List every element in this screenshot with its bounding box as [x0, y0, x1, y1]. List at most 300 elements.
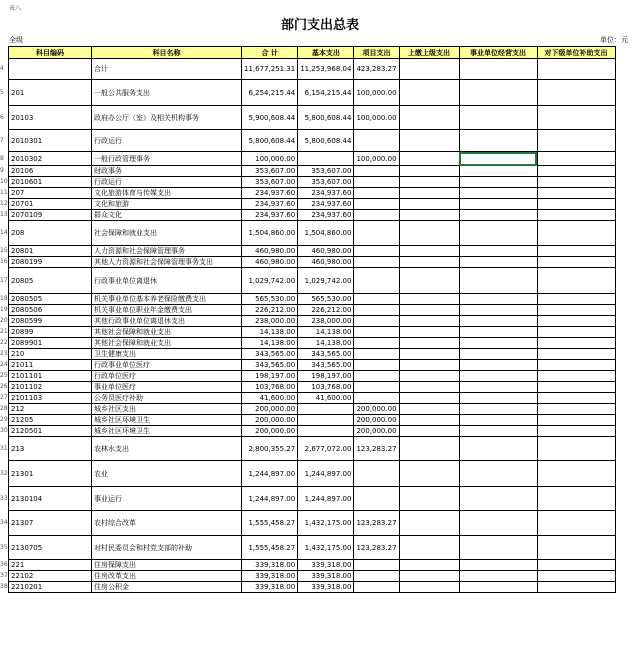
cell-project[interactable]: 100,000.00: [354, 106, 399, 130]
cell-basic[interactable]: 234,937.60: [298, 210, 354, 221]
cell-project[interactable]: [354, 371, 399, 382]
cell-code[interactable]: 20801: [9, 246, 92, 257]
cell-business[interactable]: [459, 166, 537, 177]
cell-remit[interactable]: [399, 59, 459, 80]
cell-basic[interactable]: [298, 426, 354, 437]
row-number[interactable]: 24: [0, 361, 8, 368]
cell-name[interactable]: 机关事业单位基本养老保险缴费支出: [92, 294, 242, 305]
cell-code[interactable]: 210: [9, 349, 92, 360]
cell-code[interactable]: 20805: [9, 268, 92, 294]
cell-subsidy[interactable]: [537, 338, 615, 349]
row-number[interactable]: 8: [0, 154, 4, 162]
cell-project[interactable]: [354, 294, 399, 305]
cell-total[interactable]: 5,900,608.44: [242, 106, 298, 130]
cell-code[interactable]: 2010601: [9, 177, 92, 188]
row-number[interactable]: 29: [0, 416, 8, 423]
cell-name[interactable]: 住房保障支出: [92, 560, 242, 571]
cell-project[interactable]: [354, 130, 399, 152]
cell-project[interactable]: 123,283.27: [354, 536, 399, 560]
row-number[interactable]: 20: [0, 317, 8, 324]
cell-remit[interactable]: [399, 338, 459, 349]
row-number[interactable]: 9: [0, 167, 4, 174]
cell-name[interactable]: 农村综合改革: [92, 511, 242, 536]
cell-basic[interactable]: 1,029,742.00: [298, 268, 354, 294]
cell-project[interactable]: 423,283.27: [354, 59, 399, 80]
cell-subsidy[interactable]: [537, 221, 615, 246]
cell-name[interactable]: 农业: [92, 461, 242, 487]
cell-basic[interactable]: [298, 415, 354, 426]
cell-remit[interactable]: [399, 221, 459, 246]
cell-subsidy[interactable]: [537, 268, 615, 294]
cell-remit[interactable]: [399, 511, 459, 536]
cell-total[interactable]: 460,980.00: [242, 257, 298, 268]
cell-code[interactable]: [9, 59, 92, 80]
cell-code[interactable]: 2080199: [9, 257, 92, 268]
cell-subsidy[interactable]: [537, 305, 615, 316]
cell-total[interactable]: 339,318.00: [242, 560, 298, 571]
cell-name[interactable]: 行政事业单位离退休: [92, 268, 242, 294]
cell-name[interactable]: 其他社会保障和就业支出: [92, 338, 242, 349]
cell-total[interactable]: 339,318.00: [242, 582, 298, 593]
cell-project[interactable]: 123,283.27: [354, 437, 399, 461]
cell-project[interactable]: 200,000.00: [354, 426, 399, 437]
cell-project[interactable]: [354, 246, 399, 257]
cell-basic[interactable]: 1,432,175.00: [298, 511, 354, 536]
cell-code[interactable]: 2101102: [9, 382, 92, 393]
cell-project[interactable]: [354, 257, 399, 268]
cell-business[interactable]: [459, 582, 537, 593]
cell-code[interactable]: 22102: [9, 571, 92, 582]
row-number[interactable]: 36: [0, 561, 8, 568]
cell-code[interactable]: 2101101: [9, 371, 92, 382]
cell-subsidy[interactable]: [537, 415, 615, 426]
cell-name[interactable]: 群众文化: [92, 210, 242, 221]
cell-business[interactable]: [459, 393, 537, 404]
cell-code[interactable]: 2130104: [9, 487, 92, 511]
row-number[interactable]: 35: [0, 543, 8, 551]
cell-project[interactable]: [354, 360, 399, 371]
cell-business[interactable]: [459, 327, 537, 338]
cell-business[interactable]: [459, 177, 537, 188]
cell-basic[interactable]: 353,607.00: [298, 177, 354, 188]
cell-code[interactable]: 2130705: [9, 536, 92, 560]
cell-remit[interactable]: [399, 106, 459, 130]
cell-total[interactable]: 11,677,251.31: [242, 59, 298, 80]
cell-subsidy[interactable]: [537, 246, 615, 257]
row-number[interactable]: 30: [0, 427, 8, 434]
row-number[interactable]: 26: [0, 383, 8, 390]
cell-basic[interactable]: 460,980.00: [298, 246, 354, 257]
cell-business[interactable]: [459, 152, 537, 166]
cell-code[interactable]: 221: [9, 560, 92, 571]
cell-business[interactable]: [459, 106, 537, 130]
cell-subsidy[interactable]: [537, 199, 615, 210]
cell-total[interactable]: 103,768.00: [242, 382, 298, 393]
cell-code[interactable]: 21205: [9, 415, 92, 426]
cell-basic[interactable]: 339,318.00: [298, 560, 354, 571]
cell-project[interactable]: [354, 177, 399, 188]
cell-name[interactable]: 社会保障和就业支出: [92, 221, 242, 246]
cell-name[interactable]: 机关事业单位职业年金缴费支出: [92, 305, 242, 316]
header-subsidy[interactable]: 对下级单位补助支出: [537, 47, 615, 59]
cell-total[interactable]: 100,000.00: [242, 152, 298, 166]
cell-basic[interactable]: 339,318.00: [298, 582, 354, 593]
cell-project[interactable]: [354, 188, 399, 199]
cell-remit[interactable]: [399, 257, 459, 268]
row-number[interactable]: 5: [0, 88, 4, 96]
cell-project[interactable]: [354, 560, 399, 571]
cell-business[interactable]: [459, 415, 537, 426]
cell-remit[interactable]: [399, 246, 459, 257]
cell-business[interactable]: [459, 188, 537, 199]
row-number[interactable]: 11: [0, 189, 8, 196]
cell-project[interactable]: [354, 166, 399, 177]
cell-code[interactable]: 2210201: [9, 582, 92, 593]
cell-total[interactable]: 200,000.00: [242, 426, 298, 437]
cell-subsidy[interactable]: [537, 487, 615, 511]
cell-remit[interactable]: [399, 130, 459, 152]
cell-remit[interactable]: [399, 437, 459, 461]
cell-total[interactable]: 339,318.00: [242, 571, 298, 582]
cell-code[interactable]: 2010302: [9, 152, 92, 166]
row-number[interactable]: 23: [0, 350, 8, 357]
cell-code[interactable]: 213: [9, 437, 92, 461]
cell-basic[interactable]: 5,800,608.44: [298, 106, 354, 130]
cell-project[interactable]: [354, 210, 399, 221]
cell-code[interactable]: 2080505: [9, 294, 92, 305]
cell-business[interactable]: [459, 59, 537, 80]
cell-project[interactable]: [354, 338, 399, 349]
cell-basic[interactable]: 1,244,897.00: [298, 487, 354, 511]
row-number[interactable]: 14: [0, 229, 8, 236]
cell-name[interactable]: 财政事务: [92, 166, 242, 177]
cell-basic[interactable]: 339,318.00: [298, 571, 354, 582]
cell-remit[interactable]: [399, 177, 459, 188]
cell-project[interactable]: [354, 393, 399, 404]
cell-name[interactable]: 其他人力资源和社会保障管理事务支出: [92, 257, 242, 268]
row-number[interactable]: 15: [0, 247, 8, 254]
cell-project[interactable]: [354, 349, 399, 360]
cell-basic[interactable]: 14,138.00: [298, 327, 354, 338]
row-number[interactable]: 6: [0, 113, 4, 121]
cell-project[interactable]: [354, 268, 399, 294]
cell-remit[interactable]: [399, 305, 459, 316]
cell-remit[interactable]: [399, 487, 459, 511]
header-total[interactable]: 合 计: [242, 47, 298, 59]
row-number[interactable]: 21: [0, 328, 8, 335]
cell-business[interactable]: [459, 360, 537, 371]
cell-project[interactable]: 200,000.00: [354, 415, 399, 426]
cell-code[interactable]: 2070109: [9, 210, 92, 221]
cell-remit[interactable]: [399, 393, 459, 404]
cell-total[interactable]: 1,244,897.00: [242, 461, 298, 487]
cell-business[interactable]: [459, 536, 537, 560]
cell-project[interactable]: [354, 571, 399, 582]
row-number[interactable]: 16: [0, 258, 8, 265]
cell-subsidy[interactable]: [537, 536, 615, 560]
cell-code[interactable]: 2080599: [9, 316, 92, 327]
cell-subsidy[interactable]: [537, 349, 615, 360]
cell-name[interactable]: 事业单位医疗: [92, 382, 242, 393]
cell-name[interactable]: 政府办公厅（室）及相关机构事务: [92, 106, 242, 130]
cell-code[interactable]: 20899: [9, 327, 92, 338]
cell-code[interactable]: 21307: [9, 511, 92, 536]
cell-project[interactable]: [354, 382, 399, 393]
cell-name[interactable]: 其他社会保障和就业支出: [92, 327, 242, 338]
cell-code[interactable]: 20106: [9, 166, 92, 177]
cell-total[interactable]: 198,197.00: [242, 371, 298, 382]
cell-basic[interactable]: [298, 404, 354, 415]
header-basic[interactable]: 基本支出: [298, 47, 354, 59]
cell-basic[interactable]: 353,607.00: [298, 166, 354, 177]
cell-subsidy[interactable]: [537, 437, 615, 461]
cell-basic[interactable]: 238,000.00: [298, 316, 354, 327]
cell-name[interactable]: 城乡社区支出: [92, 404, 242, 415]
cell-subsidy[interactable]: [537, 560, 615, 571]
cell-subsidy[interactable]: [537, 327, 615, 338]
cell-total[interactable]: 41,600.00: [242, 393, 298, 404]
cell-remit[interactable]: [399, 371, 459, 382]
cell-basic[interactable]: [298, 152, 354, 166]
cell-name[interactable]: 文化和旅游: [92, 199, 242, 210]
cell-subsidy[interactable]: [537, 404, 615, 415]
cell-total[interactable]: 200,000.00: [242, 415, 298, 426]
cell-total[interactable]: 5,800,608.44: [242, 130, 298, 152]
header-remit[interactable]: 上缴上级支出: [399, 47, 459, 59]
cell-basic[interactable]: 460,980.00: [298, 257, 354, 268]
cell-basic[interactable]: 343,565.00: [298, 349, 354, 360]
row-number[interactable]: 19: [0, 306, 8, 313]
row-number[interactable]: 37: [0, 572, 8, 579]
row-number[interactable]: 33: [0, 494, 8, 502]
cell-name[interactable]: 住房改革支出: [92, 571, 242, 582]
cell-remit[interactable]: [399, 327, 459, 338]
cell-total[interactable]: 234,937.60: [242, 199, 298, 210]
cell-business[interactable]: [459, 199, 537, 210]
header-name[interactable]: 科目名称: [92, 47, 242, 59]
row-number[interactable]: 17: [0, 276, 8, 284]
cell-basic[interactable]: 2,677,072.00: [298, 437, 354, 461]
cell-code[interactable]: 201: [9, 80, 92, 106]
cell-code[interactable]: 2010301: [9, 130, 92, 152]
cell-total[interactable]: 1,244,897.00: [242, 487, 298, 511]
cell-subsidy[interactable]: [537, 461, 615, 487]
cell-business[interactable]: [459, 210, 537, 221]
cell-total[interactable]: 6,254,215.44: [242, 80, 298, 106]
cell-business[interactable]: [459, 404, 537, 415]
cell-remit[interactable]: [399, 415, 459, 426]
row-number[interactable]: 32: [0, 469, 8, 477]
cell-remit[interactable]: [399, 582, 459, 593]
cell-code[interactable]: 2101103: [9, 393, 92, 404]
cell-total[interactable]: 1,504,860.00: [242, 221, 298, 246]
cell-total[interactable]: 1,029,742.00: [242, 268, 298, 294]
cell-total[interactable]: 353,607.00: [242, 166, 298, 177]
row-number[interactable]: 13: [0, 211, 8, 218]
cell-code[interactable]: 2120501: [9, 426, 92, 437]
cell-subsidy[interactable]: [537, 80, 615, 106]
cell-business[interactable]: [459, 560, 537, 571]
cell-total[interactable]: 343,565.00: [242, 349, 298, 360]
cell-basic[interactable]: 41,600.00: [298, 393, 354, 404]
cell-name[interactable]: 行政运行: [92, 177, 242, 188]
cell-basic[interactable]: 234,937.60: [298, 188, 354, 199]
cell-subsidy[interactable]: [537, 371, 615, 382]
cell-code[interactable]: 21301: [9, 461, 92, 487]
cell-business[interactable]: [459, 437, 537, 461]
cell-total[interactable]: 565,530.00: [242, 294, 298, 305]
cell-business[interactable]: [459, 571, 537, 582]
cell-remit[interactable]: [399, 536, 459, 560]
cell-total[interactable]: 14,138.00: [242, 327, 298, 338]
cell-basic[interactable]: 226,212.00: [298, 305, 354, 316]
header-project[interactable]: 项目支出: [354, 47, 399, 59]
cell-basic[interactable]: 234,937.60: [298, 199, 354, 210]
cell-name[interactable]: 城乡社区环境卫生: [92, 415, 242, 426]
row-number[interactable]: 7: [0, 136, 4, 144]
cell-total[interactable]: 460,980.00: [242, 246, 298, 257]
cell-remit[interactable]: [399, 349, 459, 360]
cell-name[interactable]: 其他行政事业单位离退休支出: [92, 316, 242, 327]
cell-name[interactable]: 事业运行: [92, 487, 242, 511]
cell-remit[interactable]: [399, 188, 459, 199]
cell-project[interactable]: [354, 221, 399, 246]
cell-remit[interactable]: [399, 382, 459, 393]
cell-basic[interactable]: 5,800,608.44: [298, 130, 354, 152]
cell-subsidy[interactable]: [537, 316, 615, 327]
cell-project[interactable]: [354, 316, 399, 327]
cell-code[interactable]: 20103: [9, 106, 92, 130]
cell-remit[interactable]: [399, 571, 459, 582]
row-number[interactable]: 27: [0, 394, 8, 401]
cell-name[interactable]: 对村民委员会和村党支部的补助: [92, 536, 242, 560]
cell-total[interactable]: 226,212.00: [242, 305, 298, 316]
cell-name[interactable]: 文化旅游体育与传媒支出: [92, 188, 242, 199]
cell-remit[interactable]: [399, 152, 459, 166]
row-number[interactable]: 31: [0, 444, 8, 452]
cell-business[interactable]: [459, 80, 537, 106]
cell-total[interactable]: 234,937.60: [242, 210, 298, 221]
cell-basic[interactable]: 1,244,897.00: [298, 461, 354, 487]
row-number[interactable]: 18: [0, 295, 8, 302]
cell-basic[interactable]: 103,768.00: [298, 382, 354, 393]
cell-basic[interactable]: 343,565.00: [298, 360, 354, 371]
cell-subsidy[interactable]: [537, 152, 615, 166]
cell-subsidy[interactable]: [537, 106, 615, 130]
cell-project[interactable]: 200,000.00: [354, 404, 399, 415]
cell-business[interactable]: [459, 221, 537, 246]
cell-subsidy[interactable]: [537, 257, 615, 268]
cell-subsidy[interactable]: [537, 426, 615, 437]
cell-business[interactable]: [459, 382, 537, 393]
cell-remit[interactable]: [399, 199, 459, 210]
cell-total[interactable]: 1,555,458.27: [242, 536, 298, 560]
cell-subsidy[interactable]: [537, 382, 615, 393]
cell-project[interactable]: 100,000.00: [354, 152, 399, 166]
cell-subsidy[interactable]: [537, 511, 615, 536]
cell-basic[interactable]: 1,504,860.00: [298, 221, 354, 246]
cell-remit[interactable]: [399, 210, 459, 221]
cell-code[interactable]: 207: [9, 188, 92, 199]
cell-name[interactable]: 卫生健康支出: [92, 349, 242, 360]
cell-business[interactable]: [459, 316, 537, 327]
cell-remit[interactable]: [399, 166, 459, 177]
cell-basic[interactable]: 11,253,968.04: [298, 59, 354, 80]
cell-name[interactable]: 合计: [92, 59, 242, 80]
cell-remit[interactable]: [399, 268, 459, 294]
cell-subsidy[interactable]: [537, 166, 615, 177]
cell-business[interactable]: [459, 371, 537, 382]
cell-name[interactable]: 人力资源和社会保障管理事务: [92, 246, 242, 257]
cell-subsidy[interactable]: [537, 210, 615, 221]
cell-total[interactable]: 2,800,355.27: [242, 437, 298, 461]
cell-subsidy[interactable]: [537, 177, 615, 188]
cell-code[interactable]: 21011: [9, 360, 92, 371]
cell-basic[interactable]: 1,432,175.00: [298, 536, 354, 560]
cell-business[interactable]: [459, 130, 537, 152]
cell-subsidy[interactable]: [537, 188, 615, 199]
cell-remit[interactable]: [399, 461, 459, 487]
cell-project[interactable]: 123,283.27: [354, 511, 399, 536]
cell-subsidy[interactable]: [537, 59, 615, 80]
row-number[interactable]: 28: [0, 405, 8, 412]
cell-total[interactable]: 343,565.00: [242, 360, 298, 371]
cell-name[interactable]: 公务员医疗补助: [92, 393, 242, 404]
cell-total[interactable]: 1,555,458.27: [242, 511, 298, 536]
header-business[interactable]: 事业单位经营支出: [459, 47, 537, 59]
row-number[interactable]: 34: [0, 519, 8, 526]
cell-code[interactable]: 208: [9, 221, 92, 246]
cell-name[interactable]: 城乡社区环境卫生: [92, 426, 242, 437]
cell-code[interactable]: 212: [9, 404, 92, 415]
cell-project[interactable]: [354, 582, 399, 593]
cell-subsidy[interactable]: [537, 393, 615, 404]
cell-remit[interactable]: [399, 360, 459, 371]
cell-subsidy[interactable]: [537, 130, 615, 152]
cell-basic[interactable]: 14,138.00: [298, 338, 354, 349]
cell-business[interactable]: [459, 461, 537, 487]
cell-total[interactable]: 200,000.00: [242, 404, 298, 415]
row-number[interactable]: 4: [0, 65, 4, 72]
row-number[interactable]: 12: [0, 200, 8, 207]
cell-name[interactable]: 住房公积金: [92, 582, 242, 593]
cell-business[interactable]: [459, 349, 537, 360]
cell-subsidy[interactable]: [537, 294, 615, 305]
cell-project[interactable]: 100,000.00: [354, 80, 399, 106]
cell-remit[interactable]: [399, 404, 459, 415]
cell-project[interactable]: [354, 199, 399, 210]
header-code[interactable]: 科目编码: [9, 47, 92, 59]
cell-basic[interactable]: 6,154,215.44: [298, 80, 354, 106]
cell-remit[interactable]: [399, 80, 459, 106]
cell-business[interactable]: [459, 511, 537, 536]
cell-subsidy[interactable]: [537, 582, 615, 593]
cell-business[interactable]: [459, 246, 537, 257]
cell-code[interactable]: 2080506: [9, 305, 92, 316]
cell-total[interactable]: 353,607.00: [242, 177, 298, 188]
cell-total[interactable]: 14,138.00: [242, 338, 298, 349]
cell-business[interactable]: [459, 487, 537, 511]
cell-name[interactable]: 农林水支出: [92, 437, 242, 461]
cell-name[interactable]: 行政事业单位医疗: [92, 360, 242, 371]
cell-subsidy[interactable]: [537, 571, 615, 582]
cell-business[interactable]: [459, 338, 537, 349]
cell-business[interactable]: [459, 305, 537, 316]
cell-code[interactable]: 2089901: [9, 338, 92, 349]
cell-project[interactable]: [354, 487, 399, 511]
cell-remit[interactable]: [399, 294, 459, 305]
row-number[interactable]: 25: [0, 372, 8, 379]
